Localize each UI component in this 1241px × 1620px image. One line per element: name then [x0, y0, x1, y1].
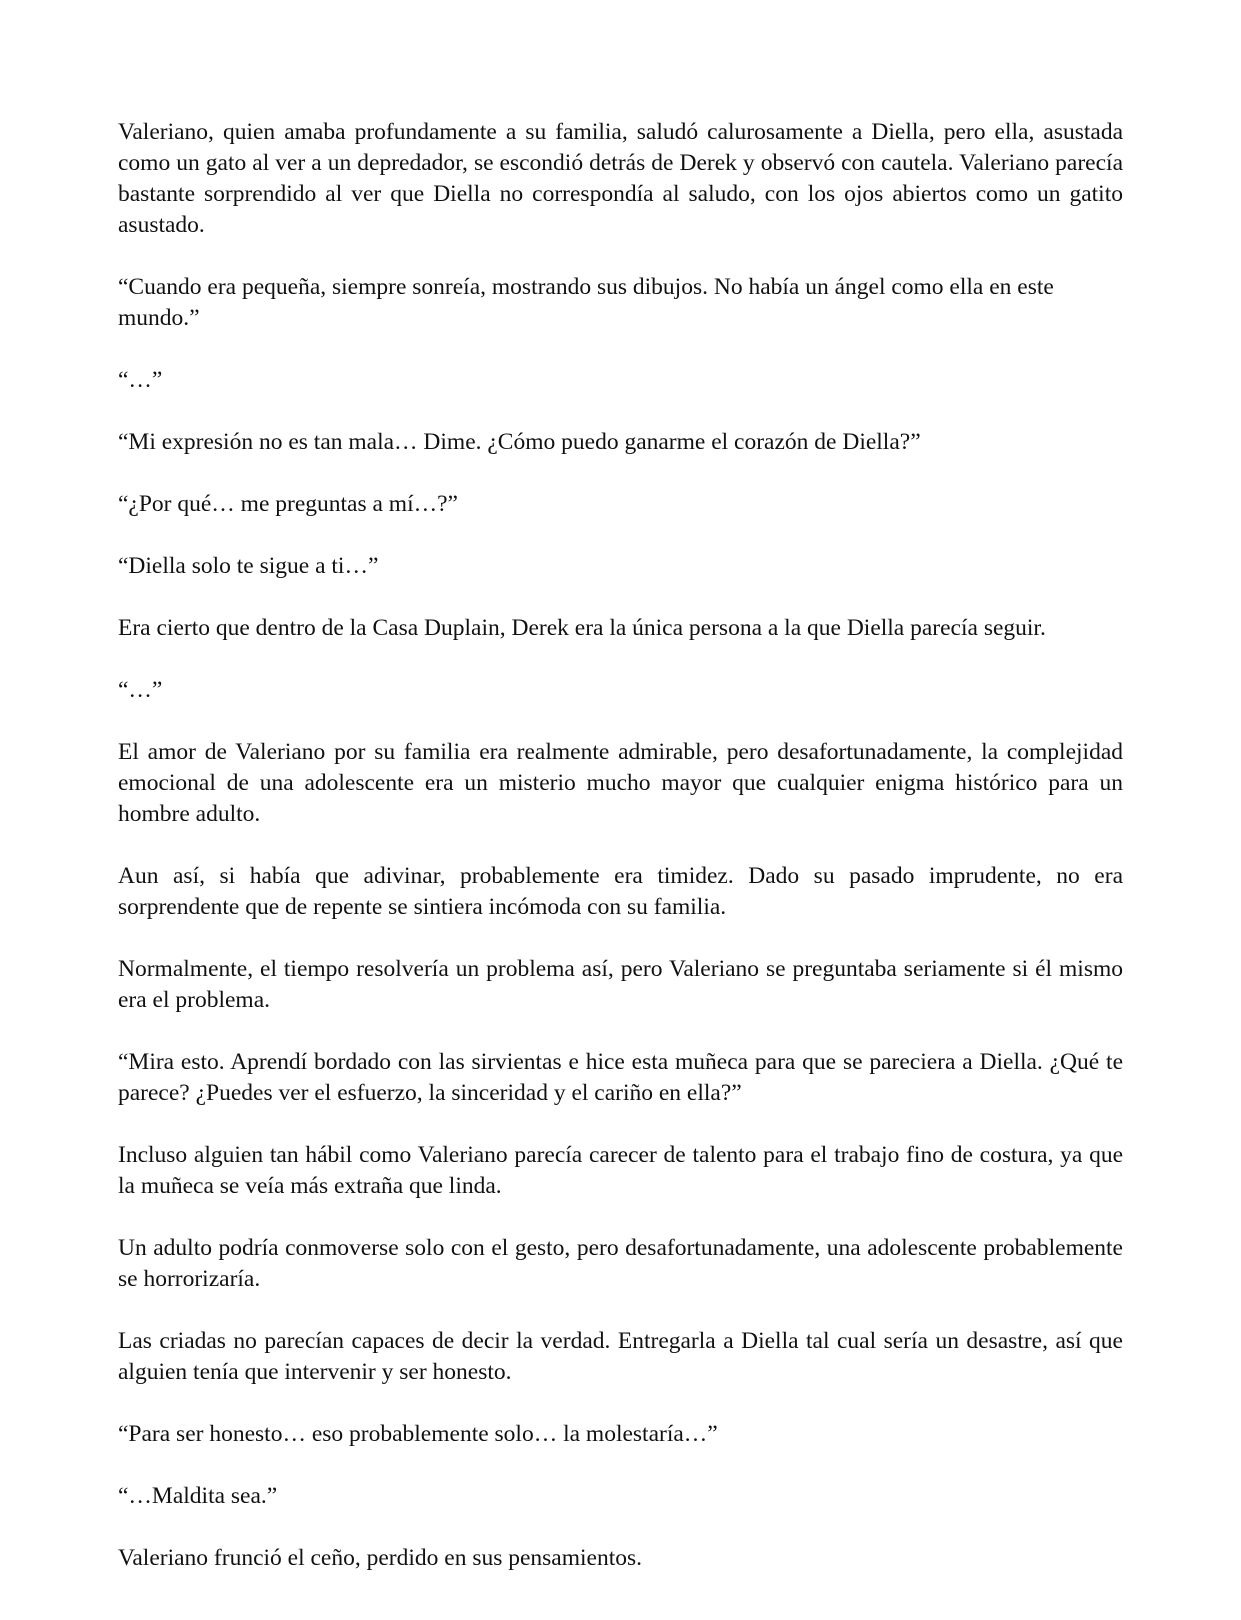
- paragraph: “…Maldita sea.”: [118, 1483, 278, 1509]
- paragraph: Era cierto que dentro de la Casa Duplain, Derek era la única persona a la que Diella parecía seguir.: [118, 615, 1046, 641]
- paragraph: El amor de Valeriano por su familia era realmente admirable, pero desafortunadamente, la complejidad emocional de una adolescente era un misterio mucho mayor que cualquier enigma histórico para un hombre adulto.: [118, 739, 1123, 827]
- paragraph: “…”: [118, 677, 163, 703]
- paragraph: “Diella solo te sigue a ti…”: [118, 553, 379, 579]
- paragraph: “Mi expresión no es tan mala… Dime. ¿Cómo puedo ganarme el corazón de Diella?”: [118, 429, 921, 455]
- paragraph: Valeriano frunció el ceño, perdido en sus pensamientos.: [118, 1545, 643, 1571]
- paragraph: “…”: [118, 367, 163, 393]
- paragraph: “Mira esto. Aprendí bordado con las sirvientas e hice esta muñeca para que se pareciera a Diella. ¿Qué te parece? ¿Puedes ver el esfuerzo, la sinceridad y el cariño en ella?”: [118, 1049, 1123, 1106]
- paragraph: “¿Por qué… me preguntas a mí…?”: [118, 491, 458, 517]
- paragraph: Normalmente, el tiempo resolvería un problema así, pero Valeriano se preguntaba seriamente si él mismo era el problema.: [118, 956, 1123, 1013]
- paragraph: Valeriano, quien amaba profundamente a su familia, saludó calurosamente a Diella, pero ella, asustada como un gato al ver a un depredador, se escondió detrás de Derek y observó con cautela. Valeriano parecía bastante sorprendido al ver que Diella no correspondía al saludo, con los ojos abiertos como un gatito asustado.: [118, 119, 1123, 238]
- paragraph: “Para ser honesto… eso probablemente solo… la molestaría…”: [118, 1421, 718, 1447]
- paragraph: Incluso alguien tan hábil como Valeriano parecía carecer de talento para el trabajo fino de costura, ya que la muñeca se veía más extraña que linda.: [118, 1142, 1123, 1199]
- paragraph: Las criadas no parecían capaces de decir la verdad. Entregarla a Diella tal cual sería un desastre, así que alguien tenía que intervenir y ser honesto.: [118, 1328, 1123, 1385]
- document-page: [118, 117, 1123, 1605]
- paragraph: “Cuando era pequeña, siempre sonreía, mostrando sus dibujos. No había un ángel como ella en este mundo.”: [118, 274, 1054, 331]
- paragraph: Aun así, si había que adivinar, probablemente era timidez. Dado su pasado imprudente, no era sorprendente que de repente se sintiera incómoda con su familia.: [118, 863, 1123, 920]
- paragraph: Un adulto podría conmoverse solo con el gesto, pero desafortunadamente, una adolescente probablemente se horrorizaría.: [118, 1235, 1123, 1292]
